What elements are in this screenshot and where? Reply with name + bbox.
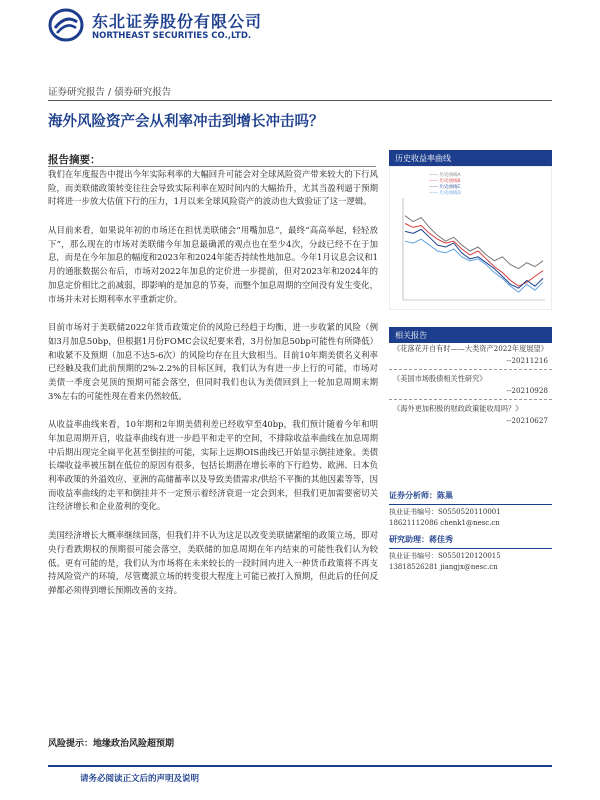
summary-paragraph: 从收益率曲线来看，10年期和2年期美债利差已经收窄至40bp，我们预计随着今年和明年加息周期开启，收益率曲线有进一步趋平和走平的空间，不排除收益率曲线在加息周期中后期出现完全扁平化甚至倒挂的可能，实际上远期OIS曲线已开始显示倒挂迹象。美债长端收益率被压制在低位的原因有很多，包括长期潜在增长率的下行趋势、欧洲、日本负利率政策的外溢效应、亚洲的高储蓄率以及导致美债需求/供给不平衡的其他因素等等，因而收益率曲线的走平和倒挂并不一定预示着经济衰退一定会到来，但我们更加需要密切关注经济增长和企业盈利的变化。 xyxy=(48,419,378,512)
assistant-contact[interactable]: 13818526281 jiangjx@nesc.cn xyxy=(389,563,498,572)
breadcrumb: 证券研究报告 / 债券研究报告 xyxy=(48,87,172,98)
legend-entry: —— 历史曲线D xyxy=(429,191,461,196)
legend-entry: —— 历史曲线A xyxy=(429,173,461,178)
related-report-item[interactable] xyxy=(389,403,552,426)
risk-note xyxy=(48,736,174,749)
company-name-en: NORTHEAST SECURITIES CO.,LTD. xyxy=(92,31,252,41)
summary-paragraph: 美国经济增长大概率继续回落，但我们并不认为这足以改变美联储紧缩的政策立场，即对央行看跌期权的预期很可能会落空，美联储的加息周期在年内结束的可能性我们认为较低。更有可能的是，我们认为市场将在未来较长的一段时间内进入一种货币政策将不再支持风险资产的环境，尽管鹰派立场的转变很大程度上可能已被打入预期，但此后的任何反弹都必须得到增长预期改善的支持。 xyxy=(48,530,378,595)
company-logo-icon xyxy=(48,8,84,42)
company-name-cn: 东北证券股份有限公司 xyxy=(92,12,263,31)
legend-entry: —— 历史曲线B xyxy=(429,179,461,184)
summary-label: 报告摘要： xyxy=(48,154,101,166)
legend-entry: —— 历史曲线C xyxy=(429,185,461,190)
analyst-contact[interactable]: 18621112086 chenk1@nesc.cn xyxy=(389,519,500,528)
header-divider xyxy=(48,100,552,101)
related-report-title[interactable]: 《花落花开自有时——大类资产2022年度展望》 xyxy=(393,344,548,353)
footer-divider xyxy=(48,765,552,767)
related-report-title[interactable]: 《海外更加积极的财政政策能收局吗？》 xyxy=(393,404,523,414)
risk-label: 风险提示： xyxy=(48,739,94,749)
assistant-role: 研究助理：蒋佳秀 xyxy=(389,533,552,549)
yield-curve-chart xyxy=(389,166,552,310)
report-summary xyxy=(48,168,378,613)
related-report-date: --20210928 xyxy=(506,385,548,395)
page-title: 海外风险资产会从利率冲击到增长冲击吗？ xyxy=(48,113,324,130)
chart-title: 历史收益率曲线 xyxy=(389,150,552,166)
assistant-block xyxy=(389,533,552,574)
disclaimer-note[interactable]: 请务必阅读正文后的声明及说明 xyxy=(80,774,200,784)
related-report-date: --20210627 xyxy=(506,415,548,425)
analyst-block xyxy=(389,489,552,530)
related-report-date: --20211216 xyxy=(506,355,548,365)
yield-curve-panel xyxy=(389,150,552,310)
report-divider xyxy=(389,399,552,400)
related-report-item[interactable] xyxy=(389,373,552,396)
related-report-item[interactable] xyxy=(389,343,552,366)
analyst-role: 证券分析师：陈巢 xyxy=(389,489,552,505)
risk-text: 地缘政治风险超预期 xyxy=(93,739,175,749)
assistant-cert: 执业证书编号：S0550120120015 xyxy=(389,551,501,560)
company-logo xyxy=(48,6,278,46)
report-divider xyxy=(389,369,552,370)
summary-paragraph: 目前市场对于美联储2022年货币政策定价的风险已经趋于均衡，进一步收紧的风险（例如3月加息50bp，但根据1月份FOMC会议纪要来看，3月份加息50bp可能性有所降低）和收紧不及预期（加息不达5-6次）的风险均存在且大致相当。目前10年期美债名义利率已经触及我们此前预期的2%-2.2%的目标区间，我们认为有进一步上行的可能，市场对美债一季度会见顶的预期可能会落空，但同时我们也认为美债回到上一轮加息周期末期3%左右的可能性现在看来仍然较低。 xyxy=(48,322,378,401)
related-report-title[interactable]: 《美国市场股债相关性研究》 xyxy=(393,374,487,384)
related-reports xyxy=(389,327,552,426)
summary-paragraph: 从目前来看，如果说年初的市场还在担忧美联储会“用嘴加息”，最终“高高举起，轻轻放下”，那么现在的市场对美联储今年加息最确派的观点也在至少4次，分歧已经不在于加息，而是在今年加息的幅度和2023年和2024年能否持续性地加息。今年1月议息会议和1月的通胀数据公布后，市场对2022年加息的定价进一步提前，但对2023年和2024年的加息定价相比之前减弱，即影响的是加息的节奏，而整个加息周期的空间没有发生变化，市场并未对长期利率水平重新定价。 xyxy=(48,225,378,304)
analyst-cert: 执业证书编号：S0550520110001 xyxy=(389,507,501,516)
summary-paragraph: 我们在年度报告中提出今年实际利率的大幅回升可能会对全球风险资产带来较大的下行风险，而美联储政策转变往往会导致实际利率在短时间内的大幅抬升，尤其当盈利逼于预期时将进一步放大估值下行的压力，1月以来全球风险资产的波动也大致验证了这一逻辑。 xyxy=(48,169,378,207)
related-title: 相关报告 xyxy=(389,327,552,343)
summary-divider xyxy=(48,166,376,167)
